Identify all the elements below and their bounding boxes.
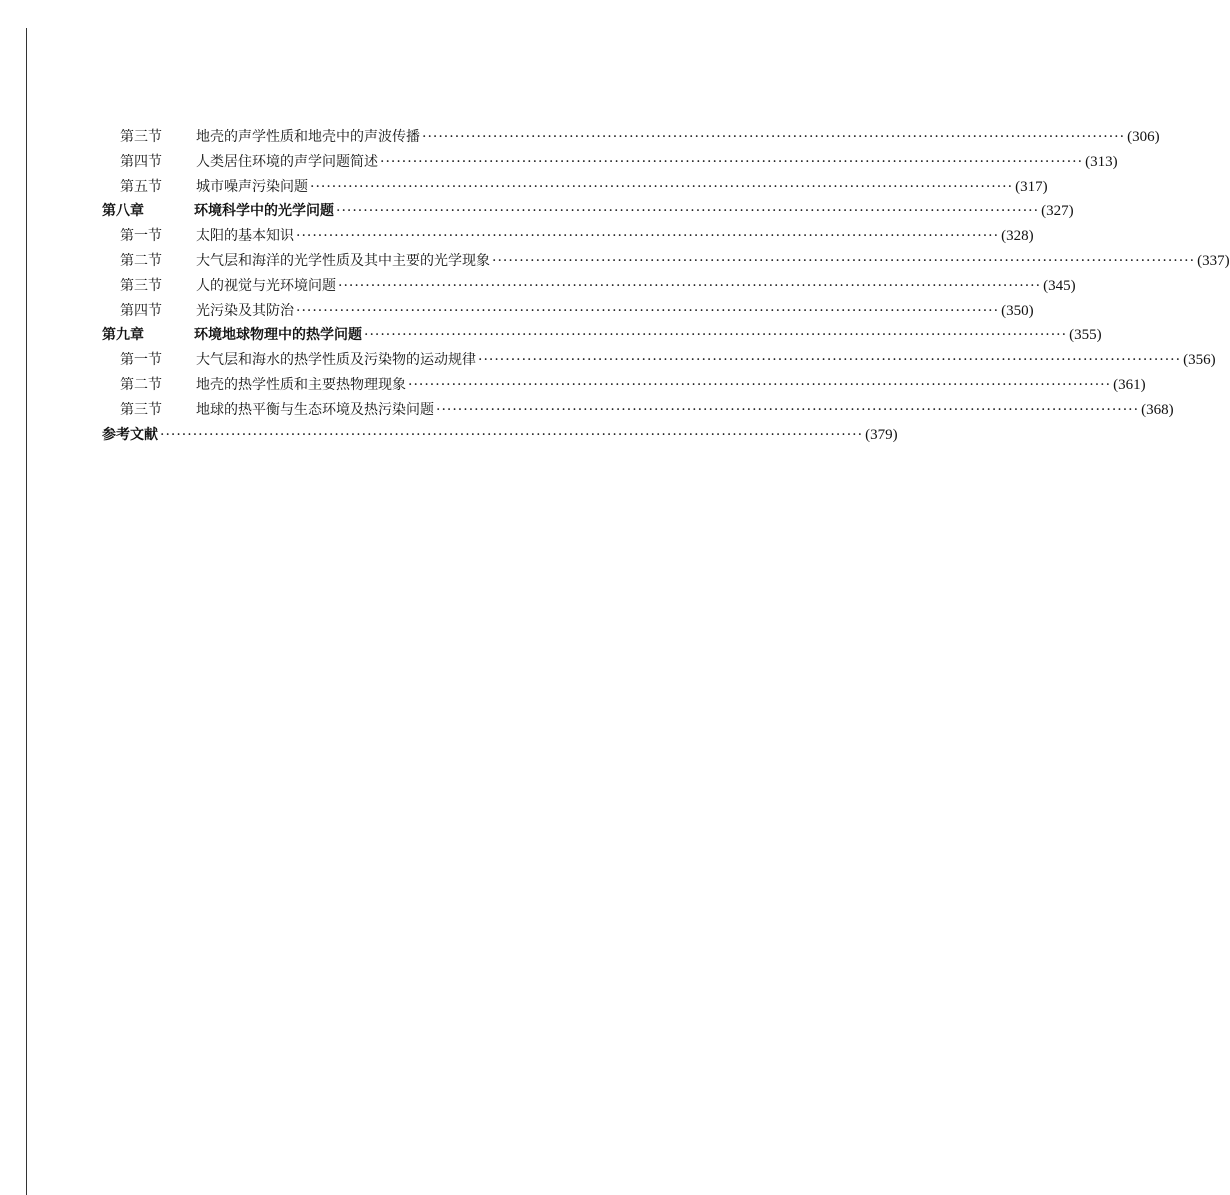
toc-leader-dots: ································································································································· (364, 327, 1068, 344)
toc-leader-dots: ································································································································· (408, 376, 1112, 393)
toc-entry-page: (313) (1085, 153, 1118, 170)
toc-entry-page: (355) (1069, 327, 1102, 344)
toc-entry[interactable] (102, 373, 1146, 398)
toc-leader-dots: ································································································································· (336, 203, 1040, 220)
toc-leader-dots: ································································································································· (380, 153, 1084, 170)
toc-entry-page: (356) (1183, 352, 1216, 369)
page-gutter-line (26, 28, 27, 1195)
toc-entry-page: (317) (1015, 178, 1048, 195)
toc-chapter-entry[interactable] (102, 323, 1102, 348)
toc-entry[interactable] (102, 274, 1076, 299)
toc-entry[interactable] (102, 249, 1230, 274)
toc-references-entry[interactable] (102, 423, 898, 448)
toc-entry[interactable] (102, 299, 1034, 324)
toc-entry-page: (361) (1113, 376, 1146, 393)
toc-entry-number: 第二节 (120, 376, 162, 393)
toc-entry-number: 第三节 (120, 401, 162, 418)
toc-entry-number: 第一节 (120, 228, 162, 245)
toc-entry-page: (345) (1043, 277, 1076, 294)
toc-entry-title: 地壳的声学性质和地壳中的声波传播 (196, 129, 420, 145)
toc-leader-dots: ································································································································· (296, 228, 1000, 245)
toc-entry-page: (327) (1041, 203, 1074, 220)
toc-entry-page: (379) (865, 426, 898, 443)
toc-entry-number: 第四节 (120, 153, 162, 170)
toc-entry-title: 光污染及其防治 (196, 302, 294, 319)
toc-chapter-number: 第八章 (102, 203, 144, 220)
toc-leader-dots: ································································································································· (492, 252, 1196, 269)
toc-leader-dots: ································································································································· (338, 277, 1042, 294)
toc-leader-dots: ································································································································· (478, 352, 1182, 369)
toc-entry[interactable] (102, 224, 1034, 249)
toc-leader-dots: ································································································································· (310, 178, 1014, 195)
toc-entry[interactable] (102, 150, 1118, 175)
toc-entry[interactable] (102, 125, 1160, 150)
toc-chapter-title: 环境地球物理中的热学问题 (194, 327, 362, 344)
toc-entry-number: 第三节 (120, 277, 162, 294)
toc-entry-title: 地球的热平衡与生态环境及热污染问题 (196, 401, 434, 418)
toc-entry-page: (368) (1141, 401, 1174, 418)
toc-entry-title: 大气层和海洋的光学性质及其中主要的光学现象 (196, 252, 490, 269)
toc-entry[interactable] (102, 348, 1216, 373)
table-of-contents (102, 125, 1230, 447)
toc-entry-title: 人的视觉与光环境问题 (196, 277, 336, 294)
toc-references-title: 参考文献 (102, 426, 158, 443)
toc-chapter-title: 环境科学中的光学问题 (194, 203, 334, 220)
toc-leader-dots: ································································································································· (160, 426, 864, 443)
toc-entry-title: 城市噪声污染问题 (196, 178, 308, 195)
toc-entry-number: 第二节 (120, 252, 162, 269)
toc-leader-dots: ································································································································· (422, 129, 1126, 145)
toc-entry-page: (306) (1127, 129, 1160, 145)
toc-entry-page: (328) (1001, 228, 1034, 245)
toc-chapter-entry[interactable] (102, 199, 1074, 224)
toc-entry-page: (337) (1197, 252, 1230, 269)
toc-entry-title: 地壳的热学性质和主要热物理现象 (196, 376, 406, 393)
toc-chapter-number: 第九章 (102, 327, 144, 344)
toc-entry-number: 第三节 (120, 129, 162, 145)
toc-leader-dots: ································································································································· (436, 401, 1140, 418)
toc-entry-number: 第四节 (120, 302, 162, 319)
toc-entry-page: (350) (1001, 302, 1034, 319)
toc-entry-title: 人类居住环境的声学问题简述 (196, 153, 378, 170)
toc-entry-title: 大气层和海水的热学性质及污染物的运动规律 (196, 352, 476, 369)
toc-entry-number: 第五节 (120, 178, 162, 195)
toc-entry[interactable] (102, 398, 1174, 423)
toc-entry-number: 第一节 (120, 352, 162, 369)
toc-entry-title: 太阳的基本知识 (196, 228, 294, 245)
toc-entry[interactable] (102, 175, 1048, 200)
toc-leader-dots: ································································································································· (296, 302, 1000, 319)
